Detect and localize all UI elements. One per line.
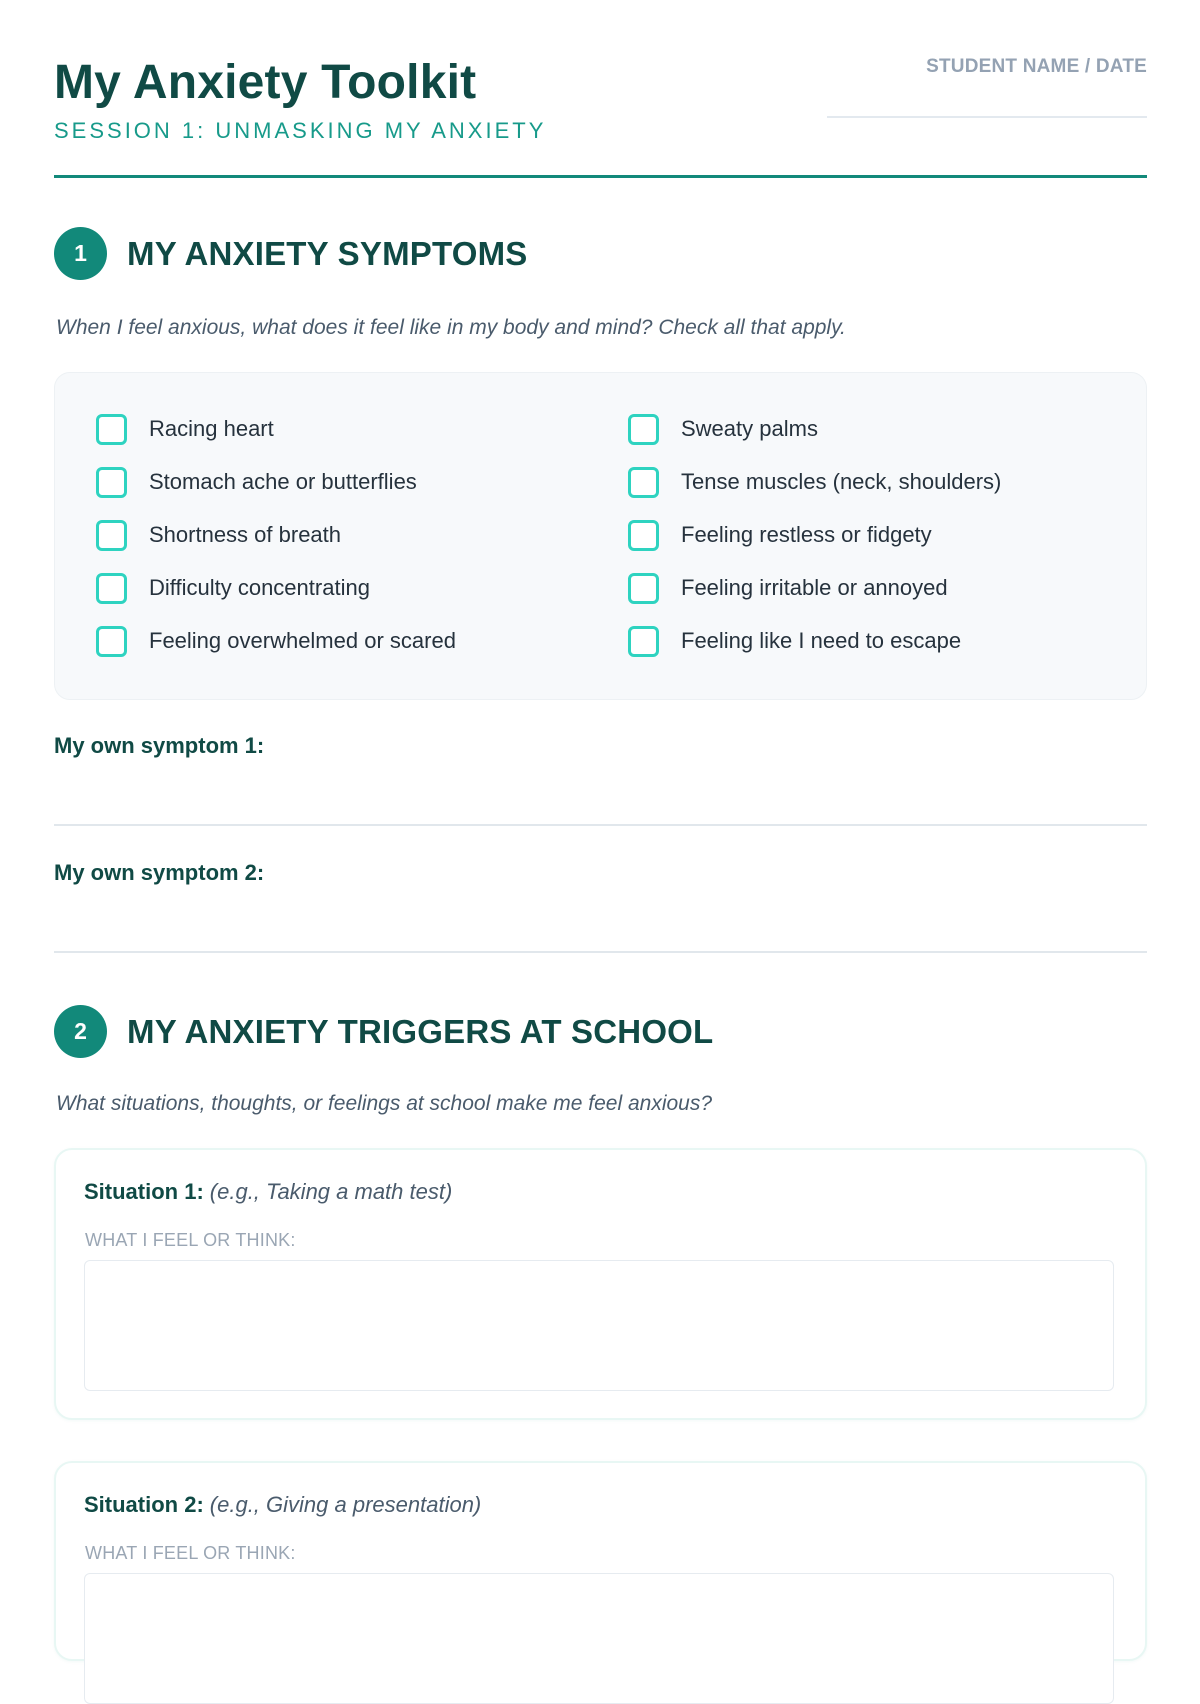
section-1-number-badge: 1 xyxy=(54,227,107,280)
situation-response-box[interactable] xyxy=(84,1573,1114,1704)
symptom-checklist xyxy=(54,372,1147,700)
section-2-number-badge: 2 xyxy=(54,1005,107,1058)
section-2-header xyxy=(54,1005,713,1058)
symptom-item[interactable] xyxy=(96,465,417,499)
symptom-checkbox[interactable] xyxy=(96,467,127,498)
symptom-item[interactable] xyxy=(96,518,341,552)
situation-card xyxy=(54,1148,1147,1420)
symptom-checkbox[interactable] xyxy=(96,520,127,551)
student-name-date-label: STUDENT NAME / DATE xyxy=(926,56,1147,77)
own-symptom-2-field[interactable] xyxy=(54,951,1147,953)
symptom-label: Feeling restless or fidgety xyxy=(681,522,932,547)
symptom-label: Tense muscles (neck, shoulders) xyxy=(681,469,1002,494)
symptom-label: Stomach ache or butterflies xyxy=(149,469,417,494)
section-2-prompt: What situations, thoughts, or feelings at school make me feel anxious? xyxy=(56,1092,713,1115)
situation-title xyxy=(84,1179,452,1205)
situation-sublabel: WHAT I FEEL OR THINK: xyxy=(85,1230,296,1250)
symptom-label: Sweaty palms xyxy=(681,416,818,441)
symptom-item[interactable] xyxy=(96,571,370,605)
situation-example: (e.g., Giving a presentation) xyxy=(209,1492,482,1517)
symptom-item[interactable] xyxy=(628,465,1001,499)
symptom-checkbox[interactable] xyxy=(628,626,659,657)
symptom-item[interactable] xyxy=(628,624,961,658)
student-name-date xyxy=(827,55,1147,118)
section-2-title: MY ANXIETY TRIGGERS AT SCHOOL xyxy=(127,1012,714,1050)
symptom-label: Shortness of breath xyxy=(149,522,342,547)
own-symptom-1-label: My own symptom 1: xyxy=(54,733,265,758)
situation-example: (e.g., Taking a math test) xyxy=(209,1179,453,1204)
symptom-item[interactable] xyxy=(96,412,274,446)
symptom-checkbox[interactable] xyxy=(96,414,127,445)
own-symptom-2-label: My own symptom 2: xyxy=(54,860,265,885)
symptom-checkbox[interactable] xyxy=(628,467,659,498)
symptom-checkbox[interactable] xyxy=(628,414,659,445)
own-symptom-1-field[interactable] xyxy=(54,824,1147,826)
page-title: My Anxiety Toolkit xyxy=(54,56,477,109)
symptom-item[interactable] xyxy=(628,571,948,605)
symptom-checkbox[interactable] xyxy=(628,573,659,604)
symptom-checkbox[interactable] xyxy=(96,626,127,657)
session-subtitle: SESSION 1: UNMASKING MY ANXIETY xyxy=(54,118,547,143)
section-1-header xyxy=(54,227,528,280)
symptom-label: Feeling like I need to escape xyxy=(681,628,962,653)
situation-card xyxy=(54,1461,1147,1661)
symptom-label: Difficulty concentrating xyxy=(149,575,370,600)
situation-label: Situation 2: xyxy=(84,1492,204,1517)
symptom-checkbox[interactable] xyxy=(96,573,127,604)
symptom-checkbox[interactable] xyxy=(628,520,659,551)
situation-label: Situation 1: xyxy=(84,1179,204,1204)
section-1-title: MY ANXIETY SYMPTOMS xyxy=(127,234,528,272)
situation-sublabel: WHAT I FEEL OR THINK: xyxy=(85,1543,296,1563)
symptom-label: Feeling overwhelmed or scared xyxy=(149,628,456,653)
situation-response-box[interactable] xyxy=(84,1260,1114,1391)
symptom-label: Feeling irritable or annoyed xyxy=(681,575,948,600)
section-1-prompt: When I feel anxious, what does it feel like in my body and mind? Check all that apply. xyxy=(56,316,846,339)
symptom-item[interactable] xyxy=(96,624,456,658)
symptom-item[interactable] xyxy=(628,518,932,552)
worksheet-header xyxy=(54,0,1147,178)
situation-title xyxy=(84,1492,481,1518)
symptom-label: Racing heart xyxy=(149,416,274,441)
symptom-item[interactable] xyxy=(628,412,818,446)
student-name-date-field[interactable] xyxy=(827,116,1147,118)
